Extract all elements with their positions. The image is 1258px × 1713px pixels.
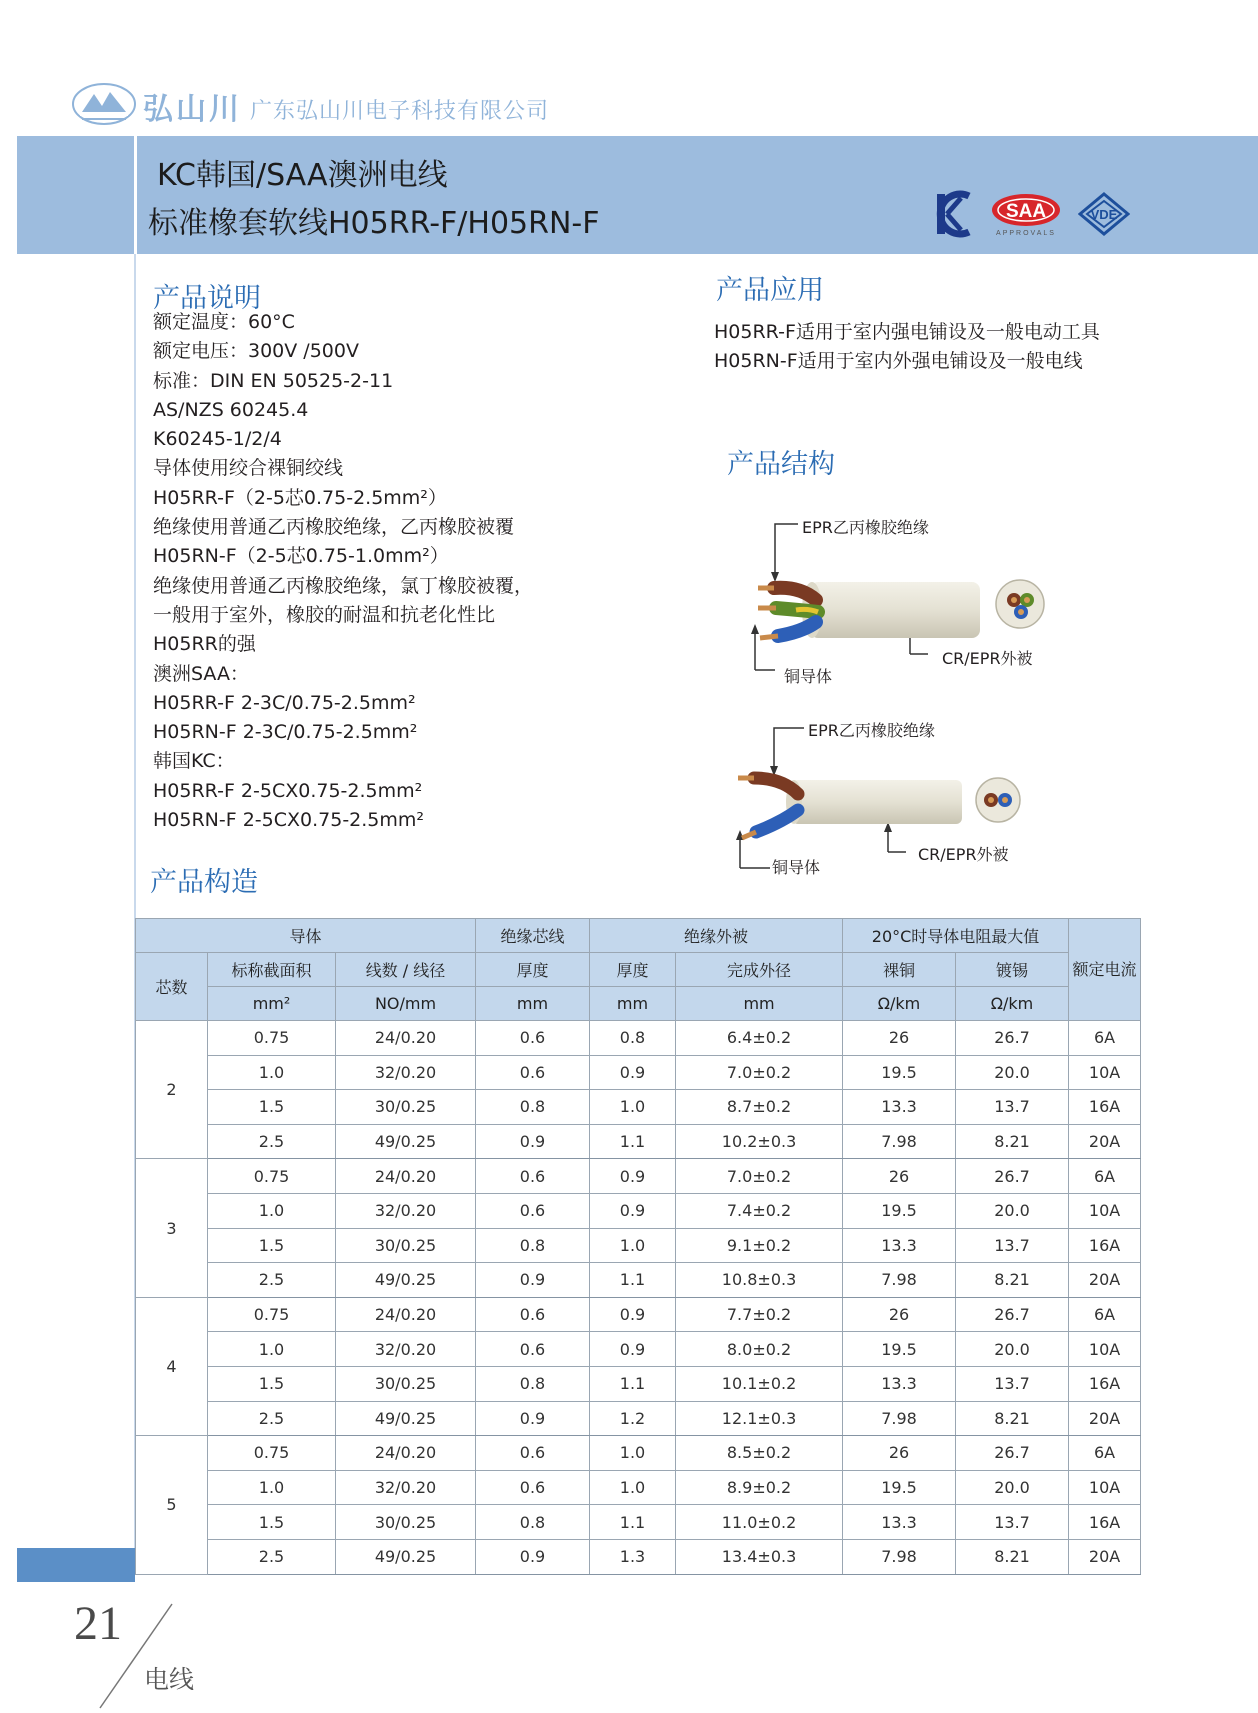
cell-sheath-thickness: 1.0 [590, 1436, 676, 1471]
cell-bare-resistance: 7.98 [843, 1539, 956, 1574]
cell-outer-diameter: 8.0±0.2 [676, 1332, 843, 1367]
table-row [136, 1193, 1141, 1228]
mountain-logo-icon [72, 82, 136, 126]
description-line: AS/NZS 60245.4 [153, 398, 309, 421]
cell-sheath-thickness: 1.1 [590, 1124, 676, 1159]
description-line: K60245-1/2/4 [153, 428, 282, 451]
cell-outer-diameter: 7.0±0.2 [676, 1055, 843, 1090]
cell-bare-resistance: 26 [843, 1159, 956, 1194]
table-row [136, 1297, 1141, 1332]
cell-sheath-thickness: 0.9 [590, 1332, 676, 1367]
cell-bare-resistance: 7.98 [843, 1401, 956, 1436]
diagram1-insulation-label: EPR乙丙橡胶绝缘 [802, 518, 929, 537]
cell-insulation-thickness: 0.9 [476, 1124, 590, 1159]
cell-rated-current: 10A [1069, 1193, 1141, 1228]
unit-bare: Ω/km [843, 987, 956, 1021]
col-resistance: 20°C时导体电阻最大值 [843, 919, 1069, 953]
cell-tinned-resistance: 26.7 [956, 1021, 1069, 1056]
col-thickness: 厚度 [476, 953, 590, 987]
cell-area: 1.5 [208, 1090, 336, 1125]
description-line: H05RR-F 2-5CX0.75-2.5mm² [153, 779, 423, 802]
cell-sheath-thickness: 1.2 [590, 1401, 676, 1436]
cell-cores: 2 [136, 1021, 208, 1159]
col-rated-current: 额定电流 [1069, 919, 1141, 1021]
cell-sheath-thickness: 1.0 [590, 1228, 676, 1263]
table-row [136, 1366, 1141, 1401]
table-row [136, 1124, 1141, 1159]
description-line: 绝缘使用普通乙丙橡胶绝缘，乙丙橡胶被覆 [153, 516, 515, 539]
cell-rated-current: 16A [1069, 1090, 1141, 1125]
cell-rated-current: 20A [1069, 1124, 1141, 1159]
cell-sheath-thickness: 1.0 [590, 1470, 676, 1505]
cell-strands: 49/0.25 [336, 1401, 476, 1436]
cell-bare-resistance: 13.3 [843, 1366, 956, 1401]
cell-outer-diameter: 7.0±0.2 [676, 1159, 843, 1194]
table-row [136, 1505, 1141, 1540]
description-line: 标准：DIN EN 50525-2-11 [153, 369, 394, 392]
cell-bare-resistance: 26 [843, 1297, 956, 1332]
description-line: 韩国KC： [153, 750, 235, 773]
cell-bare-resistance: 19.5 [843, 1332, 956, 1367]
cell-insulation-thickness: 0.6 [476, 1159, 590, 1194]
cell-area: 1.5 [208, 1228, 336, 1263]
cell-bare-resistance: 19.5 [843, 1193, 956, 1228]
cell-sheath-thickness: 0.9 [590, 1055, 676, 1090]
cell-strands: 49/0.25 [336, 1124, 476, 1159]
application-line: H05RN-F适用于室内外强电铺设及一般电线 [714, 350, 1083, 372]
cell-strands: 30/0.25 [336, 1228, 476, 1263]
cell-tinned-resistance: 13.7 [956, 1228, 1069, 1263]
cell-strands: 24/0.20 [336, 1297, 476, 1332]
diagram1-conductor-label: 铜导体 [784, 667, 833, 686]
table-row [136, 1159, 1141, 1194]
kc-mark-icon [935, 190, 973, 238]
table-row [136, 1228, 1141, 1263]
cell-area: 0.75 [208, 1159, 336, 1194]
cell-rated-current: 10A [1069, 1470, 1141, 1505]
description-line: H05RR-F（2-5芯0.75-2.5mm²） [153, 486, 447, 509]
cell-tinned-resistance: 8.21 [956, 1539, 1069, 1574]
saa-mark-icon [990, 190, 1062, 238]
cell-cores: 4 [136, 1297, 208, 1435]
cell-insulation-thickness: 0.6 [476, 1021, 590, 1056]
col-strands: 线数 / 线径 [336, 953, 476, 987]
cell-rated-current: 20A [1069, 1401, 1141, 1436]
cell-tinned-resistance: 20.0 [956, 1055, 1069, 1090]
cell-rated-current: 6A [1069, 1021, 1141, 1056]
application-line: H05RR-F适用于室内强电铺设及一般电动工具 [714, 321, 1100, 343]
cell-insulation-thickness: 0.8 [476, 1090, 590, 1125]
cell-rated-current: 6A [1069, 1159, 1141, 1194]
col-insulation-core: 绝缘芯线 [476, 919, 590, 953]
cell-area: 1.0 [208, 1055, 336, 1090]
cell-tinned-resistance: 20.0 [956, 1193, 1069, 1228]
description-line: H05RR的强 [153, 633, 256, 656]
cell-insulation-thickness: 0.6 [476, 1470, 590, 1505]
spec-table-body [136, 1021, 1141, 1575]
cell-bare-resistance: 13.3 [843, 1090, 956, 1125]
cell-area: 2.5 [208, 1124, 336, 1159]
unit-area: mm² [208, 987, 336, 1021]
cell-strands: 32/0.20 [336, 1193, 476, 1228]
cell-strands: 24/0.20 [336, 1159, 476, 1194]
unit-sheath-thickness: mm [590, 987, 676, 1021]
cell-outer-diameter: 13.4±0.3 [676, 1539, 843, 1574]
brand-name: 弘山川 [143, 92, 242, 127]
saa-mark-subtext: APPROVALS [996, 230, 1056, 237]
cell-outer-diameter: 8.9±0.2 [676, 1470, 843, 1505]
cell-cores: 5 [136, 1436, 208, 1574]
cell-strands: 32/0.20 [336, 1332, 476, 1367]
col-conductor: 导体 [136, 919, 476, 953]
cell-tinned-resistance: 8.21 [956, 1401, 1069, 1436]
cell-sheath-thickness: 0.8 [590, 1021, 676, 1056]
vde-mark-icon [1078, 190, 1130, 238]
cell-insulation-thickness: 0.8 [476, 1366, 590, 1401]
cell-strands: 24/0.20 [336, 1021, 476, 1056]
table-row [136, 1263, 1141, 1298]
cell-area: 2.5 [208, 1539, 336, 1574]
cell-bare-resistance: 7.98 [843, 1124, 956, 1159]
diagram1-sheath-label: CR/EPR外被 [942, 649, 1033, 668]
description-line: H05RN-F（2-5芯0.75-1.0mm²） [153, 545, 449, 568]
cell-bare-resistance: 19.5 [843, 1055, 956, 1090]
cell-outer-diameter: 9.1±0.2 [676, 1228, 843, 1263]
cell-outer-diameter: 6.4±0.2 [676, 1021, 843, 1056]
cell-sheath-thickness: 0.9 [590, 1193, 676, 1228]
cell-bare-resistance: 13.3 [843, 1228, 956, 1263]
cell-cores: 3 [136, 1159, 208, 1297]
cell-insulation-thickness: 0.9 [476, 1401, 590, 1436]
cell-area: 0.75 [208, 1021, 336, 1056]
cell-area: 2.5 [208, 1401, 336, 1436]
cell-outer-diameter: 11.0±0.2 [676, 1505, 843, 1540]
application-list [714, 318, 1100, 376]
spec-table [135, 918, 1141, 1575]
description-line: H05RN-F 2-3C/0.75-2.5mm² [153, 721, 418, 744]
cell-rated-current: 16A [1069, 1366, 1141, 1401]
cell-area: 0.75 [208, 1297, 336, 1332]
construction-heading: 产品构造 [150, 867, 258, 898]
unit-strands: NO/mm [336, 987, 476, 1021]
cell-rated-current: 10A [1069, 1332, 1141, 1367]
col-cores: 芯数 [136, 953, 208, 1021]
footer-accent-bar [17, 1548, 135, 1582]
col-outer-diameter: 完成外径 [676, 953, 843, 987]
description-line: H05RR-F 2-3C/0.75-2.5mm² [153, 691, 416, 714]
description-line: 额定电压：300V /500V [153, 340, 359, 363]
section-label: 电线 [144, 1665, 195, 1694]
cell-outer-diameter: 7.7±0.2 [676, 1297, 843, 1332]
cell-area: 1.0 [208, 1332, 336, 1367]
cell-insulation-thickness: 0.6 [476, 1055, 590, 1090]
cell-strands: 30/0.25 [336, 1505, 476, 1540]
cell-area: 1.5 [208, 1366, 336, 1401]
table-row [136, 1332, 1141, 1367]
cell-insulation-thickness: 0.6 [476, 1297, 590, 1332]
unit-tinned: Ω/km [956, 987, 1069, 1021]
cell-area: 1.5 [208, 1505, 336, 1540]
cell-strands: 49/0.25 [336, 1263, 476, 1298]
table-row [136, 1090, 1141, 1125]
cell-outer-diameter: 8.7±0.2 [676, 1090, 843, 1125]
unit-thickness: mm [476, 987, 590, 1021]
cell-outer-diameter: 8.5±0.2 [676, 1436, 843, 1471]
saa-mark-text: SAA [1005, 201, 1047, 222]
cell-outer-diameter: 10.1±0.2 [676, 1366, 843, 1401]
col-sheath-thickness: 厚度 [590, 953, 676, 987]
cell-tinned-resistance: 26.7 [956, 1297, 1069, 1332]
cell-sheath-thickness: 0.9 [590, 1159, 676, 1194]
structure-heading: 产品结构 [727, 449, 835, 480]
cell-bare-resistance: 19.5 [843, 1470, 956, 1505]
page-number: 21 [74, 1597, 122, 1650]
cell-outer-diameter: 10.8±0.3 [676, 1263, 843, 1298]
cell-area: 0.75 [208, 1436, 336, 1471]
cell-tinned-resistance: 8.21 [956, 1124, 1069, 1159]
col-area: 标称截面积 [208, 953, 336, 987]
cell-bare-resistance: 26 [843, 1021, 956, 1056]
cell-bare-resistance: 13.3 [843, 1505, 956, 1540]
diagram2-insulation-label: EPR乙丙橡胶绝缘 [808, 721, 935, 740]
description-list [153, 308, 533, 835]
cell-sheath-thickness: 1.1 [590, 1505, 676, 1540]
cell-sheath-thickness: 1.1 [590, 1366, 676, 1401]
cell-bare-resistance: 7.98 [843, 1263, 956, 1298]
cell-rated-current: 6A [1069, 1297, 1141, 1332]
description-heading: 产品说明 [153, 283, 261, 314]
cell-outer-diameter: 12.1±0.3 [676, 1401, 843, 1436]
title-band-divider [134, 136, 137, 254]
page-title-line2: 标准橡套软线H05RR-F/H05RN-F [148, 206, 600, 241]
cell-strands: 30/0.25 [336, 1366, 476, 1401]
cell-strands: 30/0.25 [336, 1090, 476, 1125]
table-row [136, 1539, 1141, 1574]
cell-tinned-resistance: 20.0 [956, 1332, 1069, 1367]
cell-insulation-thickness: 0.8 [476, 1505, 590, 1540]
cell-strands: 32/0.20 [336, 1055, 476, 1090]
description-line: 导体使用绞合裸铜绞线 [153, 457, 344, 480]
cell-sheath-thickness: 0.9 [590, 1297, 676, 1332]
col-sheath: 绝缘外被 [590, 919, 843, 953]
cell-sheath-thickness: 1.0 [590, 1090, 676, 1125]
cell-insulation-thickness: 0.9 [476, 1263, 590, 1298]
page-title-line1: KC韩国/SAA澳洲电线 [157, 158, 448, 193]
cell-bare-resistance: 26 [843, 1436, 956, 1471]
cell-area: 2.5 [208, 1263, 336, 1298]
cell-tinned-resistance: 8.21 [956, 1263, 1069, 1298]
cell-tinned-resistance: 20.0 [956, 1470, 1069, 1505]
cell-strands: 24/0.20 [336, 1436, 476, 1471]
company-name: 广东弘山川电子科技有限公司 [250, 99, 550, 124]
cell-outer-diameter: 10.2±0.3 [676, 1124, 843, 1159]
table-row [136, 1021, 1141, 1056]
cell-insulation-thickness: 0.6 [476, 1436, 590, 1471]
application-heading: 产品应用 [716, 275, 824, 306]
table-row [136, 1436, 1141, 1471]
cell-insulation-thickness: 0.8 [476, 1228, 590, 1263]
unit-diameter: mm [676, 987, 843, 1021]
cell-tinned-resistance: 26.7 [956, 1436, 1069, 1471]
description-line: 绝缘使用普通乙丙橡胶绝缘，氯丁橡胶被覆， [153, 574, 534, 597]
cell-sheath-thickness: 1.3 [590, 1539, 676, 1574]
description-line: 澳洲SAA： [153, 662, 249, 685]
table-row [136, 1055, 1141, 1090]
col-tinned: 镀锡 [956, 953, 1069, 987]
cell-rated-current: 16A [1069, 1228, 1141, 1263]
cell-tinned-resistance: 13.7 [956, 1366, 1069, 1401]
cell-strands: 49/0.25 [336, 1539, 476, 1574]
cell-tinned-resistance: 13.7 [956, 1090, 1069, 1125]
cell-insulation-thickness: 0.6 [476, 1193, 590, 1228]
cell-rated-current: 20A [1069, 1263, 1141, 1298]
diagram2-sheath-label: CR/EPR外被 [918, 845, 1009, 864]
cell-tinned-resistance: 13.7 [956, 1505, 1069, 1540]
cell-rated-current: 20A [1069, 1539, 1141, 1574]
table-row [136, 1401, 1141, 1436]
description-line: H05RN-F 2-5CX0.75-2.5mm² [153, 809, 425, 832]
table-row [136, 1470, 1141, 1505]
cell-area: 1.0 [208, 1470, 336, 1505]
cell-area: 1.0 [208, 1193, 336, 1228]
description-line: 一般用于室外，橡胶的耐温和抗老化性比 [153, 603, 496, 626]
cell-outer-diameter: 7.4±0.2 [676, 1193, 843, 1228]
col-bare-copper: 裸铜 [843, 953, 956, 987]
cell-rated-current: 6A [1069, 1436, 1141, 1471]
cell-strands: 32/0.20 [336, 1470, 476, 1505]
cell-insulation-thickness: 0.9 [476, 1539, 590, 1574]
cell-sheath-thickness: 1.1 [590, 1263, 676, 1298]
cell-insulation-thickness: 0.6 [476, 1332, 590, 1367]
cell-rated-current: 16A [1069, 1505, 1141, 1540]
cell-rated-current: 10A [1069, 1055, 1141, 1090]
vde-mark-text: VDE [1090, 207, 1118, 222]
diagram2-conductor-label: 铜导体 [772, 858, 821, 877]
cell-tinned-resistance: 26.7 [956, 1159, 1069, 1194]
description-line: 额定温度：60°C [153, 311, 295, 333]
